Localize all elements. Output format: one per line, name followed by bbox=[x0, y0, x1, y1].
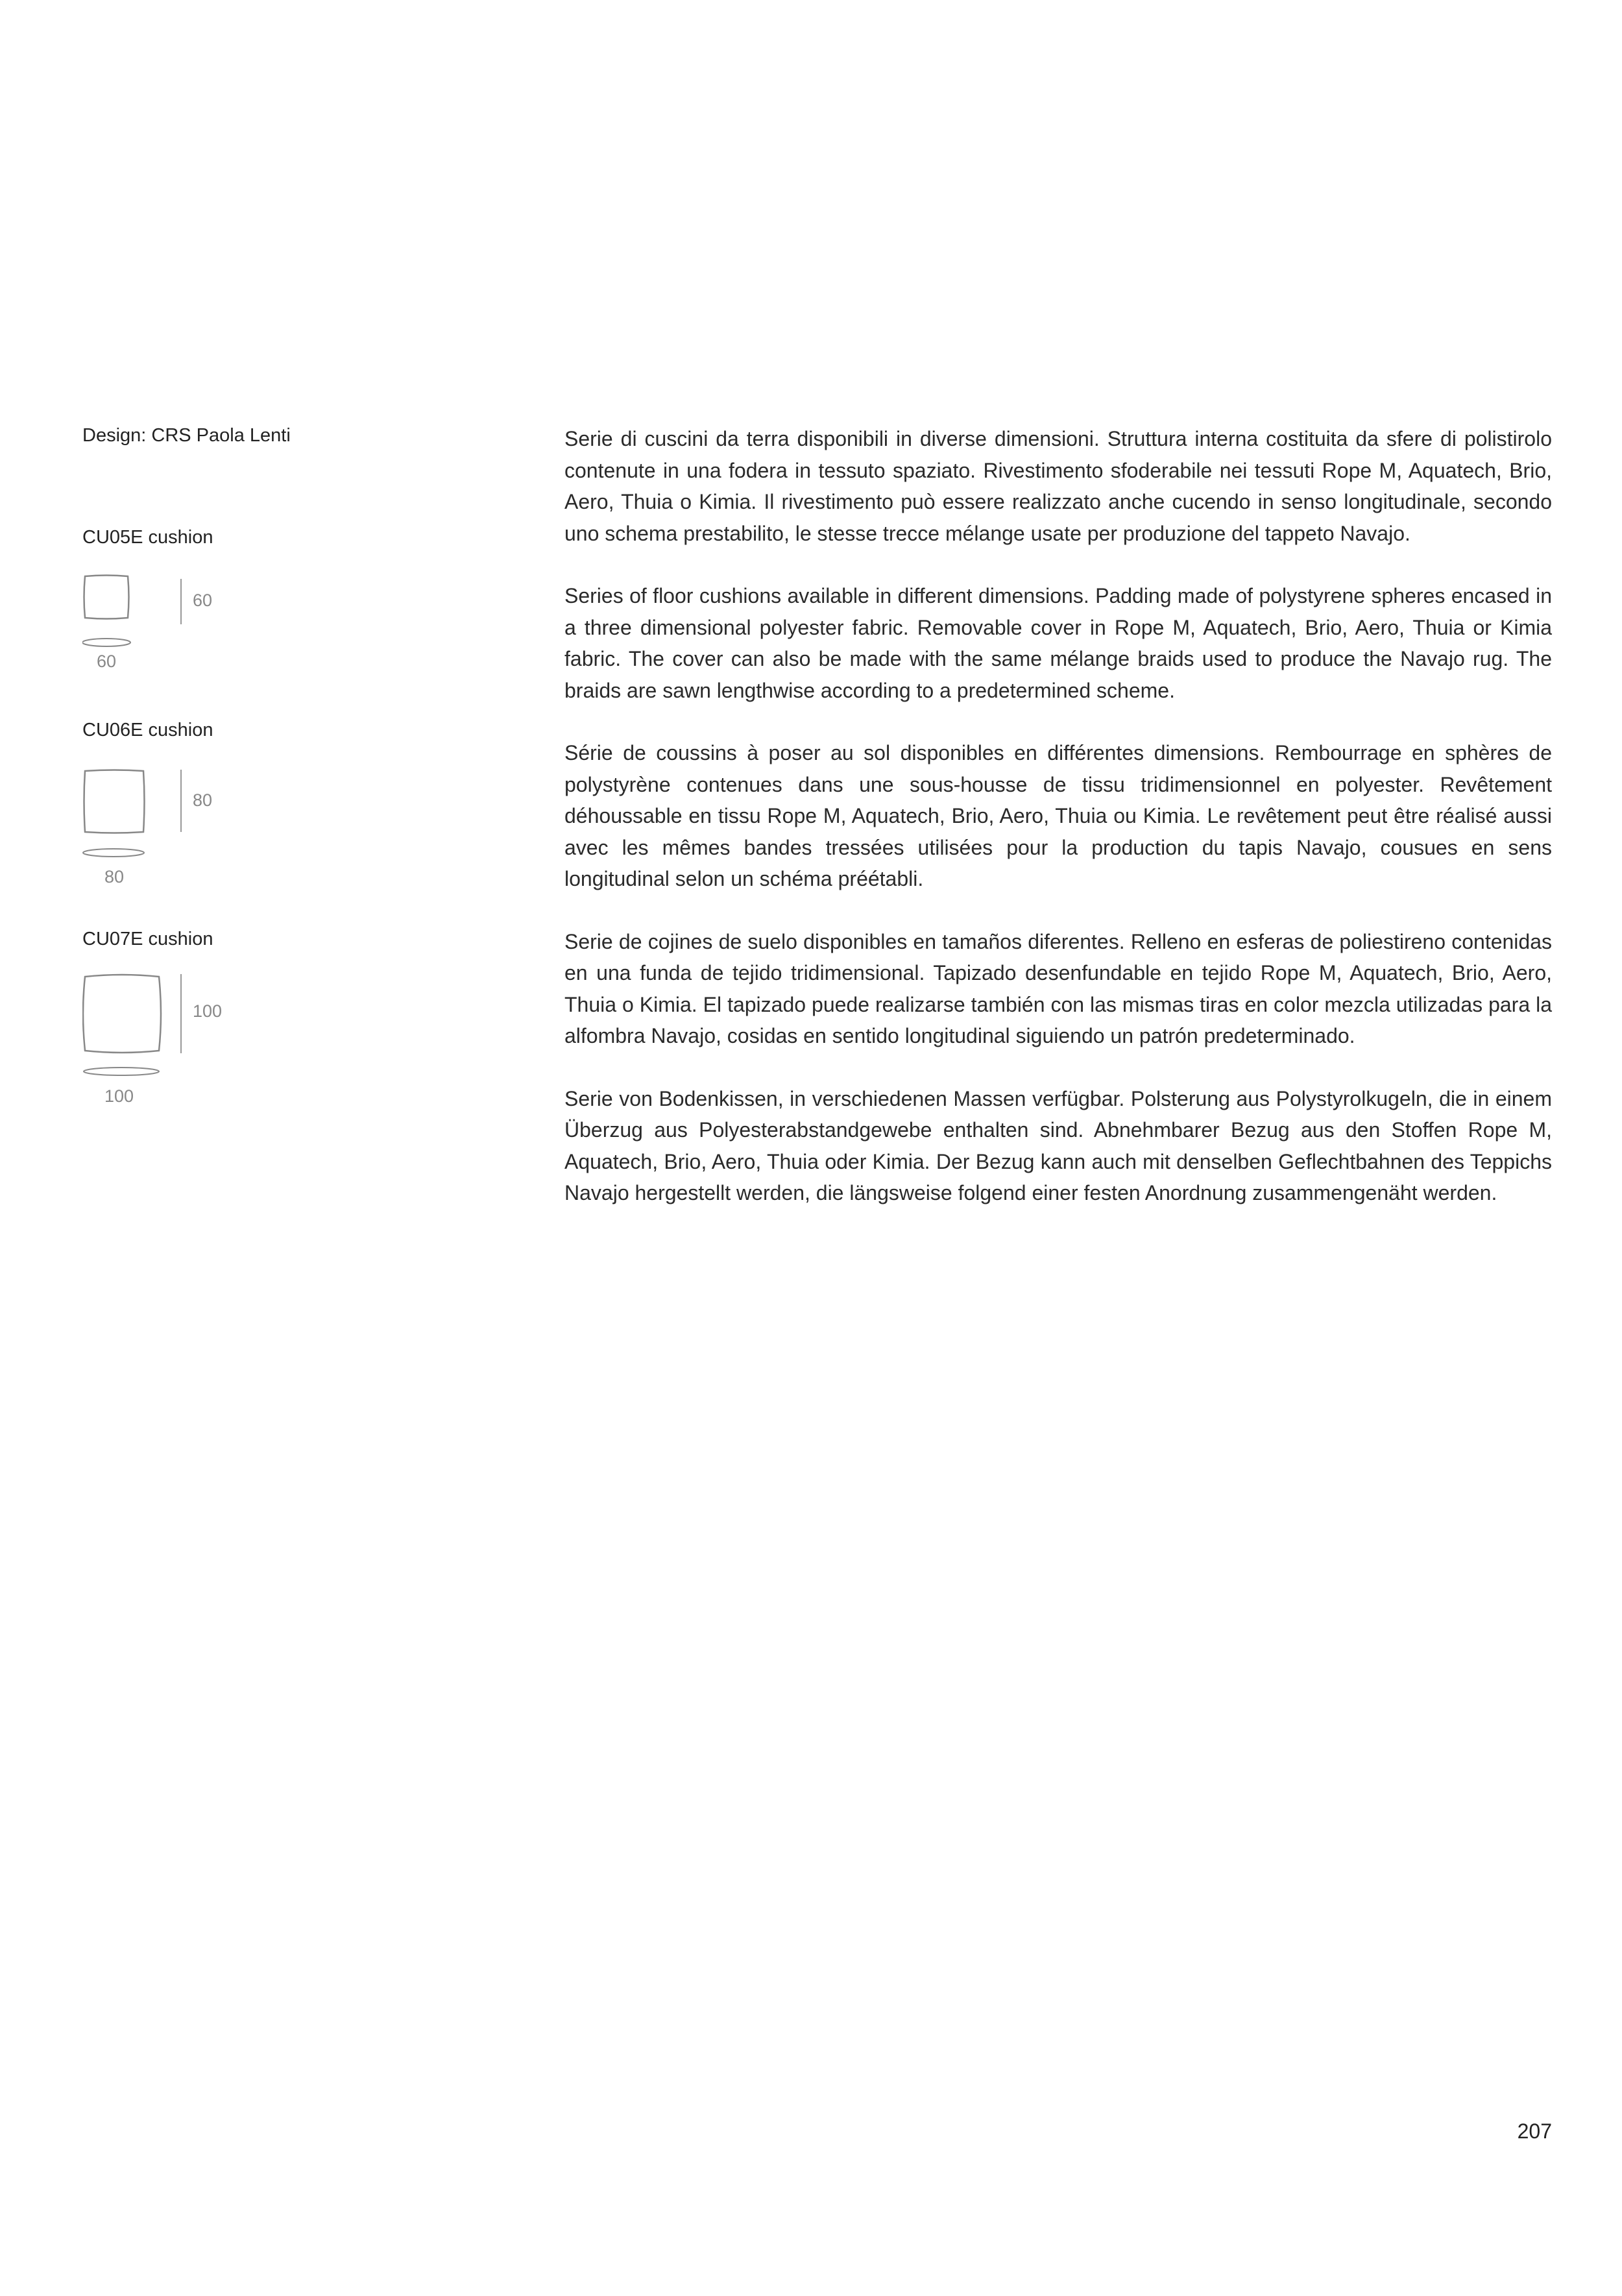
cushion-side-view bbox=[84, 1068, 159, 1075]
description-german: Serie von Bodenkissen, in verschiedenen Massen verfügbar. Polsterung aus Polystyrolkugeln, die in einem Überzug aus Polyesterabstandgewebe enthalten sind. Abnehmbarer Bezug aus den Stoffen Rope M, Aquatech, Brio, Aero, Thuia oder Kimia. Der Bezug kann auch mit denselben Geflechtbahnen des Teppichs Navajo hergestellt werden, die längsweise folgend einer festen Anordnung zusammengenäht werden. bbox=[564, 1086, 1552, 1204]
cushion-drawing bbox=[82, 768, 251, 892]
cushion-drawing bbox=[82, 973, 251, 1116]
description-english: Series of floor cushions available in different dimensions. Padding made of polystyrene spheres encased in a three dimensional polyester fabric. Removable cover in Rope M, Aquatech, Brio, Aero, Thuia or Kimia fabric. The cover can also be made with the same mélange braids used to produce the Navajo rug. The braids are sawn lengthwise according to a predetermined scheme. bbox=[564, 584, 1552, 702]
product-title: CU06E cushion bbox=[82, 720, 213, 740]
description-column bbox=[564, 423, 1552, 1240]
width-label: 80 bbox=[104, 867, 125, 886]
design-credit: Design: CRS Paola Lenti bbox=[82, 425, 291, 446]
height-label: 60 bbox=[193, 591, 213, 610]
cushion-top-view bbox=[84, 576, 129, 619]
width-label: 60 bbox=[97, 652, 117, 671]
description-spanish: Serie de cojines de suelo disponibles en tamaños diferentes. Relleno en esferas de poliestireno contenidas en una funda de tejido tridimensional. Tapizado desenfundable en tejido Rope M, Aquatech, Brio, Aero, Thuia o Kimia. El tapizado puede realizarse también con las mismas tiras en color mezcla utilizadas para la alfombra Navajo, cosidas en sentido longitudinal siguiendo un patrón predeterminado. bbox=[564, 929, 1552, 1047]
height-label: 80 bbox=[193, 790, 213, 810]
cushion-top-view bbox=[84, 770, 145, 833]
cushion-side-view bbox=[82, 639, 130, 646]
cushion-side-view bbox=[83, 849, 144, 857]
product-title: CU05E cushion bbox=[82, 527, 213, 548]
cushion-top-view bbox=[83, 975, 161, 1053]
product-title: CU07E cushion bbox=[82, 929, 213, 949]
description-french: Série de coussins à poser au sol disponibles en différentes dimensions. Rembourrage en sphères de polystyrène contenues dans une sous-housse de tissu tridimensionnel en polyester. Revêtement déhoussable en tissu Rope M, Aquatech, Brio, Aero, Thuia ou Kimia. Le revêtement peut être réalisé aussi avec les mêmes bandes tressées utilisées pour la production du tapis Navajo, cousues en sens longitudinal selon un schéma préétabli. bbox=[564, 741, 1552, 890]
cushion-drawing bbox=[82, 572, 251, 676]
height-label: 100 bbox=[193, 1001, 223, 1021]
page-number: 207 bbox=[1517, 2119, 1552, 2143]
description-italian: Serie di cuscini da terra disponibili in diverse dimensioni. Struttura interna costituita da sfere di polistirolo contenute in una fodera in tessuto spaziato. Rivestimento sfoderabile nei tessuti Rope M, Aquatech, Brio, Aero, Thuia o Kimia. Il rivestimento può essere realizzato anche cucendo in senso longitudinale, secondo uno schema prestabilito, le stesse trecce mélange usate per produzione del tappeto Navajo. bbox=[564, 427, 1552, 545]
width-label: 100 bbox=[104, 1086, 134, 1106]
